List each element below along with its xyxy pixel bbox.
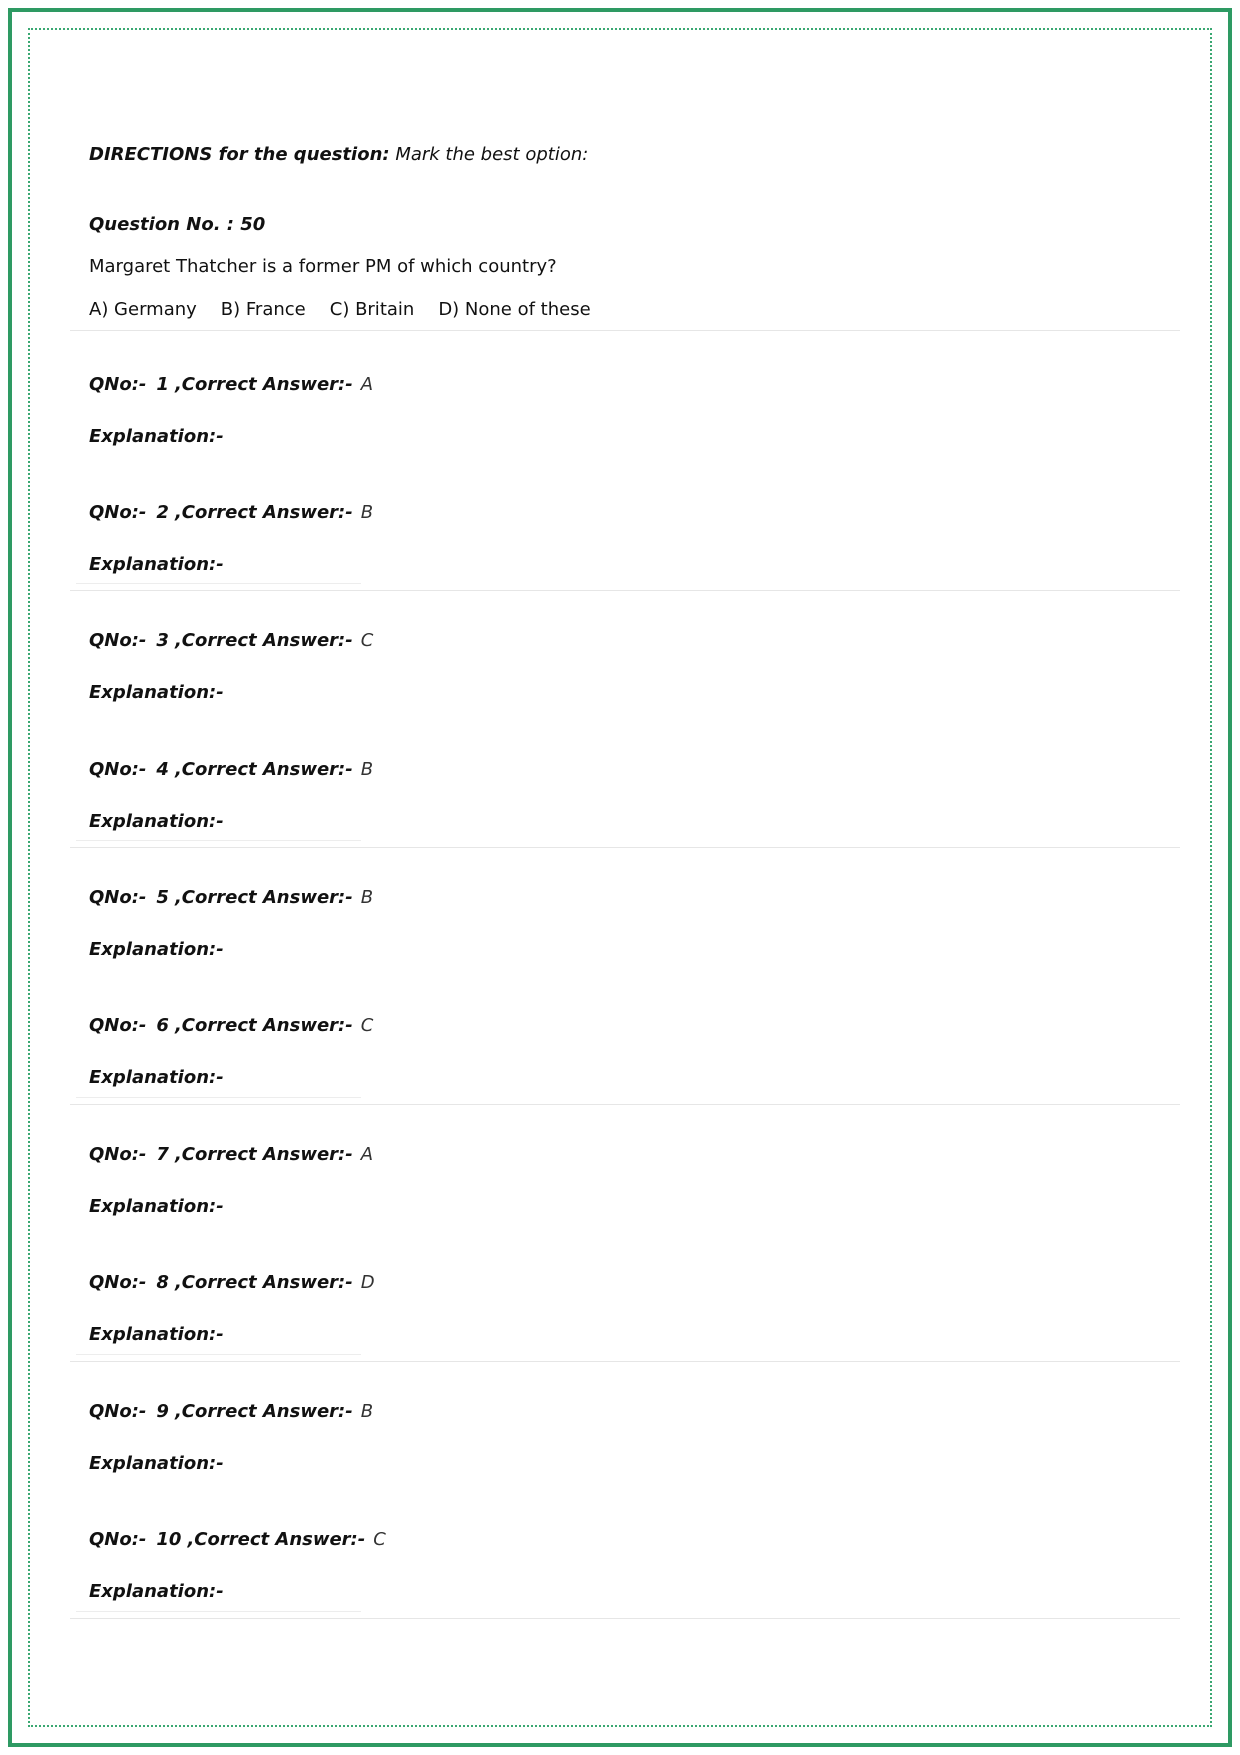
explanation-label: Explanation:-	[89, 811, 224, 832]
correct-answer-value: D	[360, 1272, 375, 1293]
divider-short	[76, 583, 361, 584]
directions	[89, 144, 588, 165]
divider	[70, 1361, 1180, 1362]
question-number: Question No. : 50	[89, 214, 266, 235]
qno-label: QNo:-	[89, 630, 147, 651]
qno-number: 7	[156, 1144, 169, 1165]
answer-row-5	[89, 887, 373, 908]
correct-answer-value: C	[360, 1015, 374, 1036]
divider-short	[76, 840, 361, 841]
answer-row-3	[89, 630, 373, 651]
explanation-label: Explanation:-	[89, 682, 224, 703]
correct-answer-value: B	[360, 1401, 374, 1422]
correct-answer-label: ,Correct Answer:-	[174, 374, 353, 395]
qno-label: QNo:-	[89, 759, 147, 780]
answer-row-1	[89, 374, 373, 395]
qno-label: QNo:-	[89, 502, 147, 523]
correct-answer-label: ,Correct Answer:-	[174, 1015, 353, 1036]
divider	[70, 847, 1180, 848]
option-a: A) Germany	[89, 299, 197, 320]
explanation-label: Explanation:-	[89, 1196, 224, 1217]
correct-answer-value: B	[360, 759, 374, 780]
explanation-label: Explanation:-	[89, 554, 224, 575]
explanation-label: Explanation:-	[89, 1067, 224, 1088]
correct-answer-label: ,Correct Answer:-	[174, 630, 353, 651]
divider	[70, 1618, 1180, 1619]
qno-number: 9	[156, 1401, 169, 1422]
correct-answer-value: C	[360, 630, 374, 651]
qno-label: QNo:-	[89, 1144, 147, 1165]
explanation-label: Explanation:-	[89, 1581, 224, 1602]
qno-label: QNo:-	[89, 1272, 147, 1293]
correct-answer-label: ,Correct Answer:-	[187, 1529, 366, 1550]
question-options	[89, 299, 591, 320]
divider	[70, 590, 1180, 591]
correct-answer-value: A	[360, 1144, 374, 1165]
option-b: B) France	[220, 299, 306, 320]
correct-answer-label: ,Correct Answer:-	[174, 1144, 353, 1165]
answer-row-10	[89, 1529, 386, 1550]
question-text: Margaret Thatcher is a former PM of which country?	[89, 256, 557, 277]
answer-row-6	[89, 1015, 373, 1036]
option-d: D) None of these	[438, 299, 591, 320]
directions-text: Mark the best option:	[389, 144, 589, 165]
qno-number: 2	[156, 502, 169, 523]
answer-row-2	[89, 502, 373, 523]
answer-row-9	[89, 1401, 373, 1422]
correct-answer-label: ,Correct Answer:-	[174, 1272, 353, 1293]
qno-number: 1	[156, 374, 169, 395]
option-c: C) Britain	[329, 299, 415, 320]
qno-number: 6	[156, 1015, 169, 1036]
directions-label: DIRECTIONS for the question:	[89, 144, 390, 165]
answer-row-8	[89, 1272, 375, 1293]
answer-row-7	[89, 1144, 373, 1165]
correct-answer-label: ,Correct Answer:-	[174, 1401, 353, 1422]
divider	[70, 330, 1180, 331]
qno-label: QNo:-	[89, 374, 147, 395]
correct-answer-label: ,Correct Answer:-	[174, 887, 353, 908]
correct-answer-value: B	[360, 887, 374, 908]
correct-answer-label: ,Correct Answer:-	[174, 502, 353, 523]
correct-answer-label: ,Correct Answer:-	[174, 759, 353, 780]
qno-number: 5	[156, 887, 169, 908]
correct-answer-value: C	[373, 1529, 386, 1550]
qno-number: 4	[156, 759, 169, 780]
divider-short	[76, 1611, 361, 1612]
divider-short	[76, 1097, 361, 1098]
qno-label: QNo:-	[89, 1529, 147, 1550]
divider-short	[76, 1354, 361, 1355]
qno-label: QNo:-	[89, 1401, 147, 1422]
qno-number: 3	[156, 630, 169, 651]
qno-number: 8	[156, 1272, 169, 1293]
answer-row-4	[89, 759, 373, 780]
correct-answer-value: A	[360, 374, 374, 395]
explanation-label: Explanation:-	[89, 1324, 224, 1345]
divider	[70, 1104, 1180, 1105]
qno-label: QNo:-	[89, 887, 147, 908]
correct-answer-value: B	[360, 502, 374, 523]
qno-number: 10	[156, 1529, 182, 1550]
explanation-label: Explanation:-	[89, 939, 224, 960]
explanation-label: Explanation:-	[89, 426, 224, 447]
explanation-label: Explanation:-	[89, 1453, 224, 1474]
qno-label: QNo:-	[89, 1015, 147, 1036]
